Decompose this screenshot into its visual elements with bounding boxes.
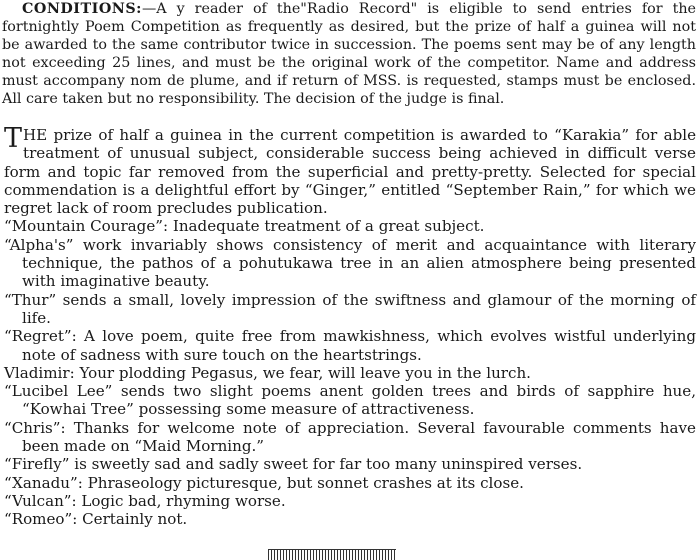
prize-announcement (4, 123, 696, 218)
critique-thur: “Thur” sends a small, lovely impression of the swiftness and glamour of the morning of life. (4, 290, 696, 327)
critique-regret: “Regret”: A love poem, quite free from mawkishness, which evolves wistful underlying note of sadness with sure touch on the heartstrings. (4, 327, 696, 364)
conditions-text: —A y reader of the"Radio Record" is eligible to send entries for the fortnightly Poem Competition as frequently as desired, but the prize of half a guinea will not be awarded to the same contributor twice in succession. The poems sent may be of any length not exceeding 25 lines, and must be the original work of the competitor. Name and address must accompany nom de plume, and if return of MSS. is requested, stamps must be enclosed. All care taken but no responsibility. The decision of the judge is final. (2, 1, 696, 108)
critique-romeo: “Romeo”: Certainly not. (4, 510, 188, 529)
drop-cap: T (4, 123, 23, 154)
conditions-heading: CONDITIONS: (22, 1, 142, 17)
critique-firefly: “Firefly” is sweetly sad and sadly sweet for far too many uninspired verses. (4, 455, 583, 474)
conditions-paragraph (2, 0, 696, 109)
competition-results (4, 123, 696, 529)
critique-lucibel-lee: “Lucibel Lee” sends two slight poems anent golden trees and birds of sapphire hue, “Kowhai Tree” possessing some measure of attractiveness. (4, 382, 696, 419)
prize-announcement-text: HE prize of half a guinea in the current competition is awarded to “Karakia” for able treatment of unusual subject, considerable success being achieved in difficult verse form and topic far removed from the superficial and pretty-pretty. Selected for special commendation is a delightful effort by “Ginger,” entitled “September Rain,” for which we regret lack of room precludes publication. (4, 126, 696, 218)
critique-alpha: “Alpha's” work invariably shows consistency of merit and acquaintance with literary technique, the pathos of a pohutukawa tree in an alien atmosphere being presented with imaginative beauty. (4, 235, 696, 291)
critique-vladimir: Vladimir: Your plodding Pegasus, we fear, will leave you in the lurch. (4, 363, 531, 382)
decorative-rule (268, 549, 396, 560)
critique-mountain-courage: “Mountain Courage”: Inadequate treatment of a great subject. (4, 217, 485, 236)
critique-xanadu: “Xanadu”: Phraseology picturesque, but sonnet crashes at its close. (4, 473, 524, 492)
critique-chris: “Chris”: Thanks for welcome note of appreciation. Several favourable comments have been made on “Maid Morning.” (4, 418, 696, 456)
critique-vulcan: “Vulcan”: Logic bad, rhyming worse. (4, 491, 286, 510)
